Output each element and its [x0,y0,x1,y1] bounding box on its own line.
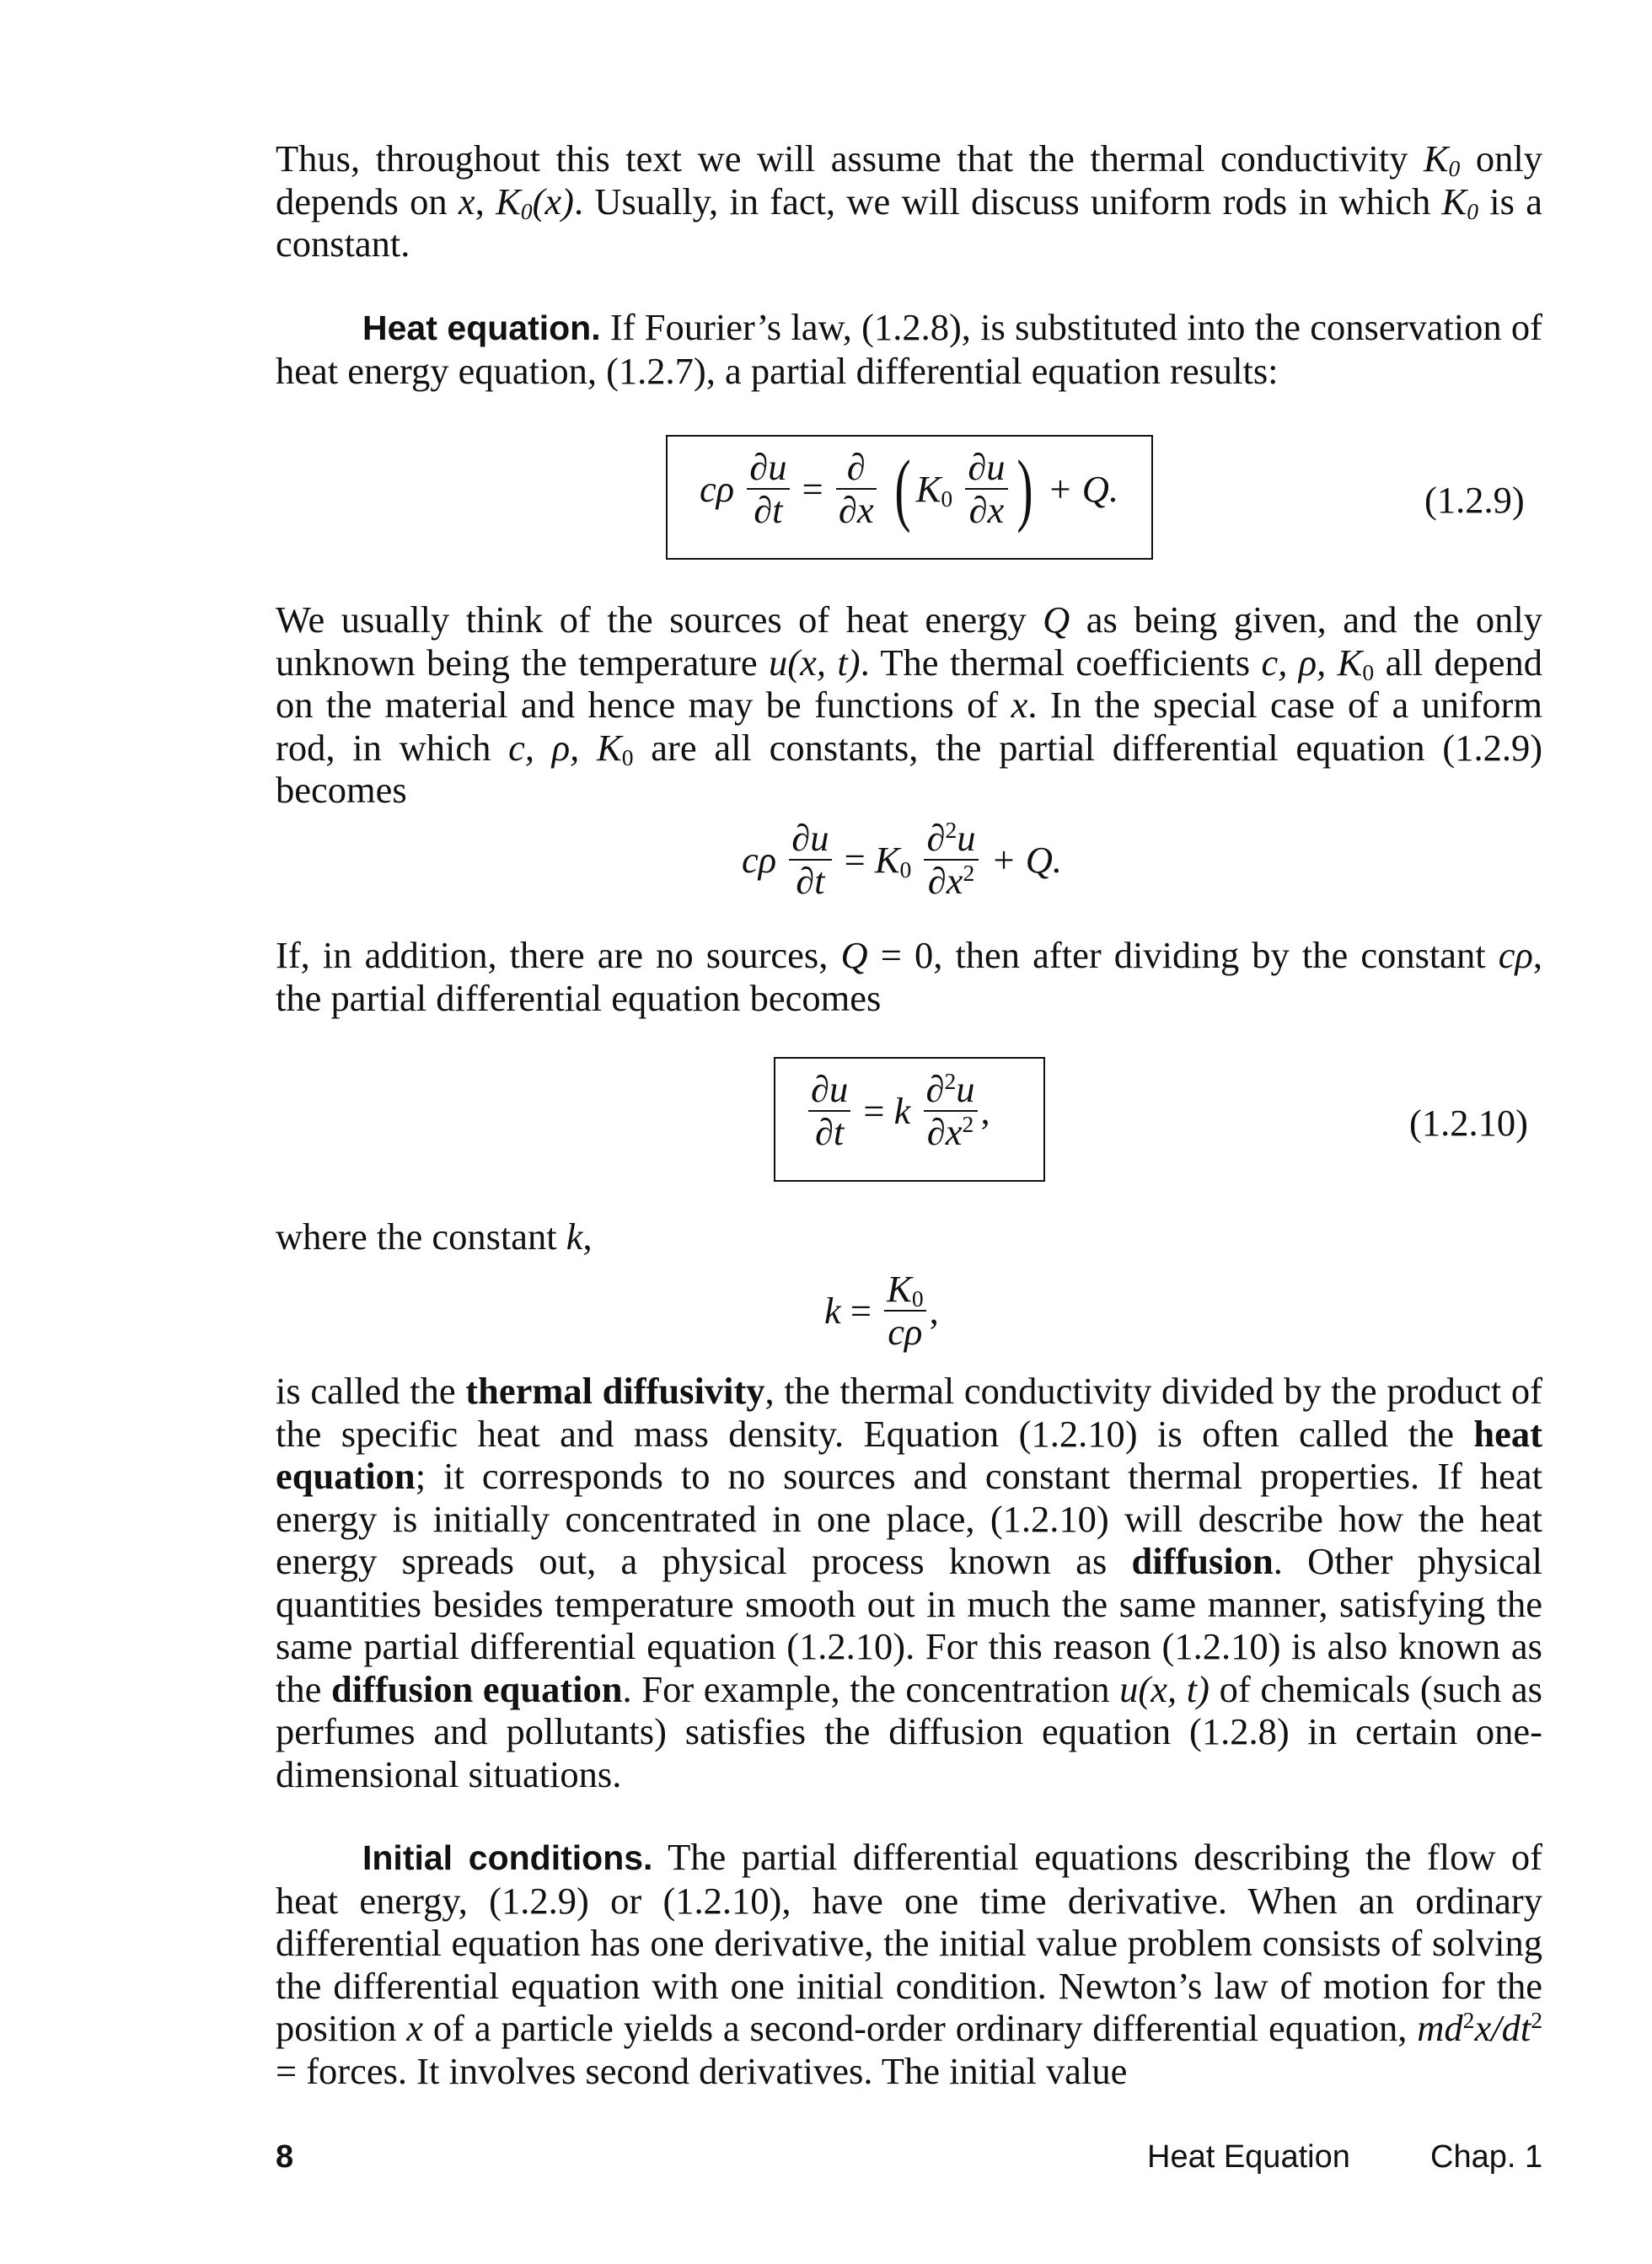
equation-1-2-10: $\frac{\partial u}{\partial t}$ = k $\frac{\partial^2u}{\partial x^2}$ , [805,1069,990,1170]
equation-k-definition: k = $\frac{K_0}{c\rho}$ , [824,1268,939,1353]
equation-uniform-rod: cρ $\frac{\partial u}{\partial t}$ = $K_0$ $\frac{\partial^2u}{\partial x^2}$ + Q. [742,816,1063,902]
paragraph-sources: We usually think of the sources of heat energy Q as being given, and the only unknown being the temperature u(x, t). The thermal coefficients c, ρ, $K_0$ all depend on the material and hence may be functions of x. In the special case of a uniform rod, in which c, ρ, $K_0$ are all constants, the partial differential equation (1.2.9) becomes [276,598,1543,811]
paragraph-initial-conditions: Initial conditions. The partial differential equations describing the flow of heat energy, (1.2.9) or (1.2.10), have one time derivative. When an ordinary differential equation has one derivative, the initial value problem consists of solving the differential equation with one initial condition. Newton’s law of motion for the position x of a particle yields a second-order ordinary differential equation, $md^2x/dt^2$ = forces. It involves second derivatives. The initial value [276,1836,1542,2092]
paragraph-thermal-conductivity: Thus, throughout this text we will assume that the thermal conductivity $K_0$ only depends on x, $K_0(x)$. Usually, in fact, we will discuss uniform rods in which $K_0$ is a constant. [276,137,1543,265]
paragraph-thermal-diffusivity: is called the thermal diffusivity, the thermal conductivity divided by the product of the specific heat and mass density. Equation (1.2.10) is often called the heat equation; it corresponds to no sources and constant thermal properties. If heat energy is initially concentrated in one place, (1.2.10) will describe how the heat energy spreads out, a physical process known as diffusion. Other physical quantities besides temperature smooth out in much the same manner, satisfying the same partial differential equation (1.2.10). For this reason (1.2.10) is also known as the diffusion equation. For example, the concentration u(x, t) of chemicals (such as perfumes and pollutants) satisfies the diffusion equation (1.2.8) in certain one-dimensional situations. [276,1370,1542,1795]
paragraph-heat-equation-intro: Heat equation. If Fourier’s law, (1.2.8), is substituted into the conservation of heat energy equation, (1.2.7), a partial differential equation results: [276,306,1543,392]
section-heading-initial-conditions: Initial conditions. [362,1838,653,1877]
math-K0x: $K_0(x)$ [496,180,574,224]
paragraph-no-sources: If, in addition, there are no sources, Q = 0, then after dividing by the constant cρ, the partial differential equation becomes [276,934,1542,1019]
section-heading-heat-equation: Heat equation. [362,308,601,347]
math-K0: $K_0$ [1423,137,1461,182]
equation-number-1-2-9: (1.2.9) [1424,479,1525,521]
equation-1-2-9: cρ $\frac{\partial u}{\partial t}$ = $\frac{\partial}{\partial x}$ ( $K_0$ $\frac{\partial u}{\partial x}$ ) + Q. [700,443,1119,534]
running-footer-section: Heat Equation [1147,2139,1350,2175]
page-number: 8 [276,2139,294,2175]
paragraph-where-constant: where the constant k, [276,1215,593,1258]
equation-number-1-2-10: (1.2.10) [1409,1102,1528,1144]
running-footer-chapter: Chap. 1 [1430,2139,1543,2175]
